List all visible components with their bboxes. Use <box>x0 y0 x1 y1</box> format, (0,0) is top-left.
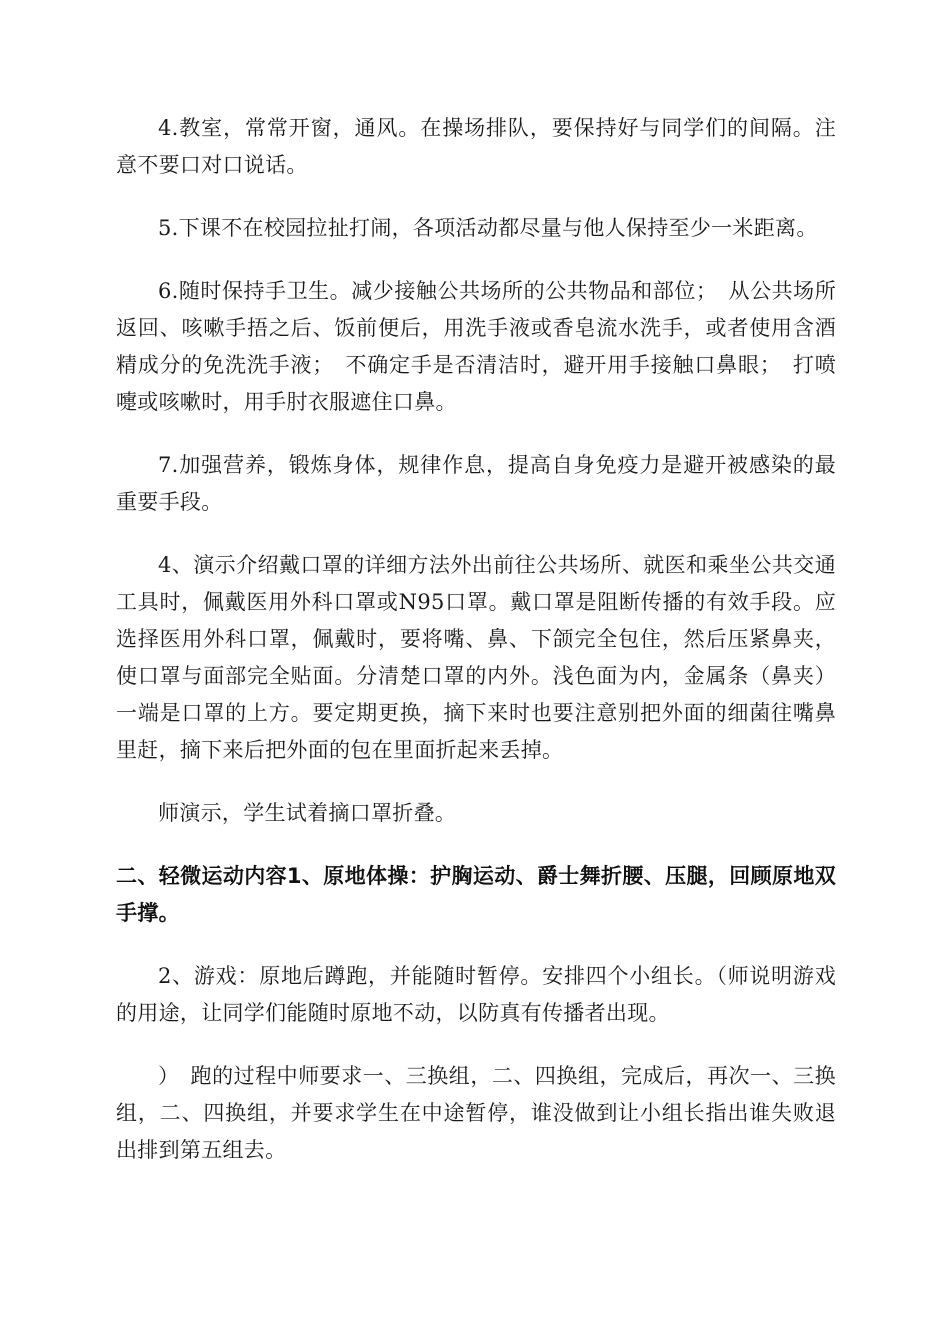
paragraph-teacher-demo: 师演示，学生试着摘口罩折叠。 <box>158 801 457 825</box>
paragraph-hand-hygiene: 6.随时保持手卫生。减少接触公共场所的公共物品和部位； 从公共场所返回、咳嗽手捂之后、饭前便后，用洗手液或香皂流水洗手，或者使用含酒精成分的免洗洗手液； 不确定手是否清洁时，避开用手接触口鼻眼； 打喷嚏或咳嗽时，用手肘衣服遮住口鼻。 <box>116 279 836 414</box>
paragraph-game: 2、游戏：原地后蹲跑，并能随时暂停。安排四个小组长。（师说明游戏的用途，让同学们能随时原地不动，以防真有传播者出现。 <box>116 964 836 1025</box>
paragraph-distance: 5.下课不在校园拉扯打闹，各项活动都尽量与他人保持至少一米距离。 <box>158 216 818 240</box>
section-heading: 二、轻微运动内容1、原地体操：护胸运动、爵士舞折腰、压腿，回顾原地双手撑。 <box>116 864 836 925</box>
paragraph-immunity: 7.加强营养，锻炼身体，规律作息，提高自身免疫力是避开被感染的最重要手段。 <box>116 453 836 514</box>
paragraph-mask-demo: 4、演示介绍戴口罩的详细方法外出前往公共场所、就医和乘坐公共交通工具时，佩戴医用外科口罩或N95口罩。戴口罩是阻断传播的有效手段。应选择医用外科口罩，佩戴时，要将嘴、鼻、下颌完全包住，然后压紧鼻夹，使口罩与面部完全贴面。分清楚口罩的内外。浅色面为内，金属条（鼻夹）一端是口罩的上方。要定期更换，摘下来时也要注意别把外面的细菌往嘴鼻里赶，摘下来后把外面的包在里面折起来丢掉。 <box>116 553 836 762</box>
document-body <box>116 110 836 1195</box>
paragraph-game-rules: ） 跑的过程中师要求一、三换组，二、四换组，完成后，再次一、三换组，二、四换组，并要求学生在中途暂停，谁没做到让小组长指出谁失败退出排到第五组去。 <box>116 1064 836 1162</box>
paragraph-ventilation: 4.教室，常常开窗，通风。在操场排队，要保持好与同学们的间隔。注意不要口对口说话。 <box>116 116 836 177</box>
